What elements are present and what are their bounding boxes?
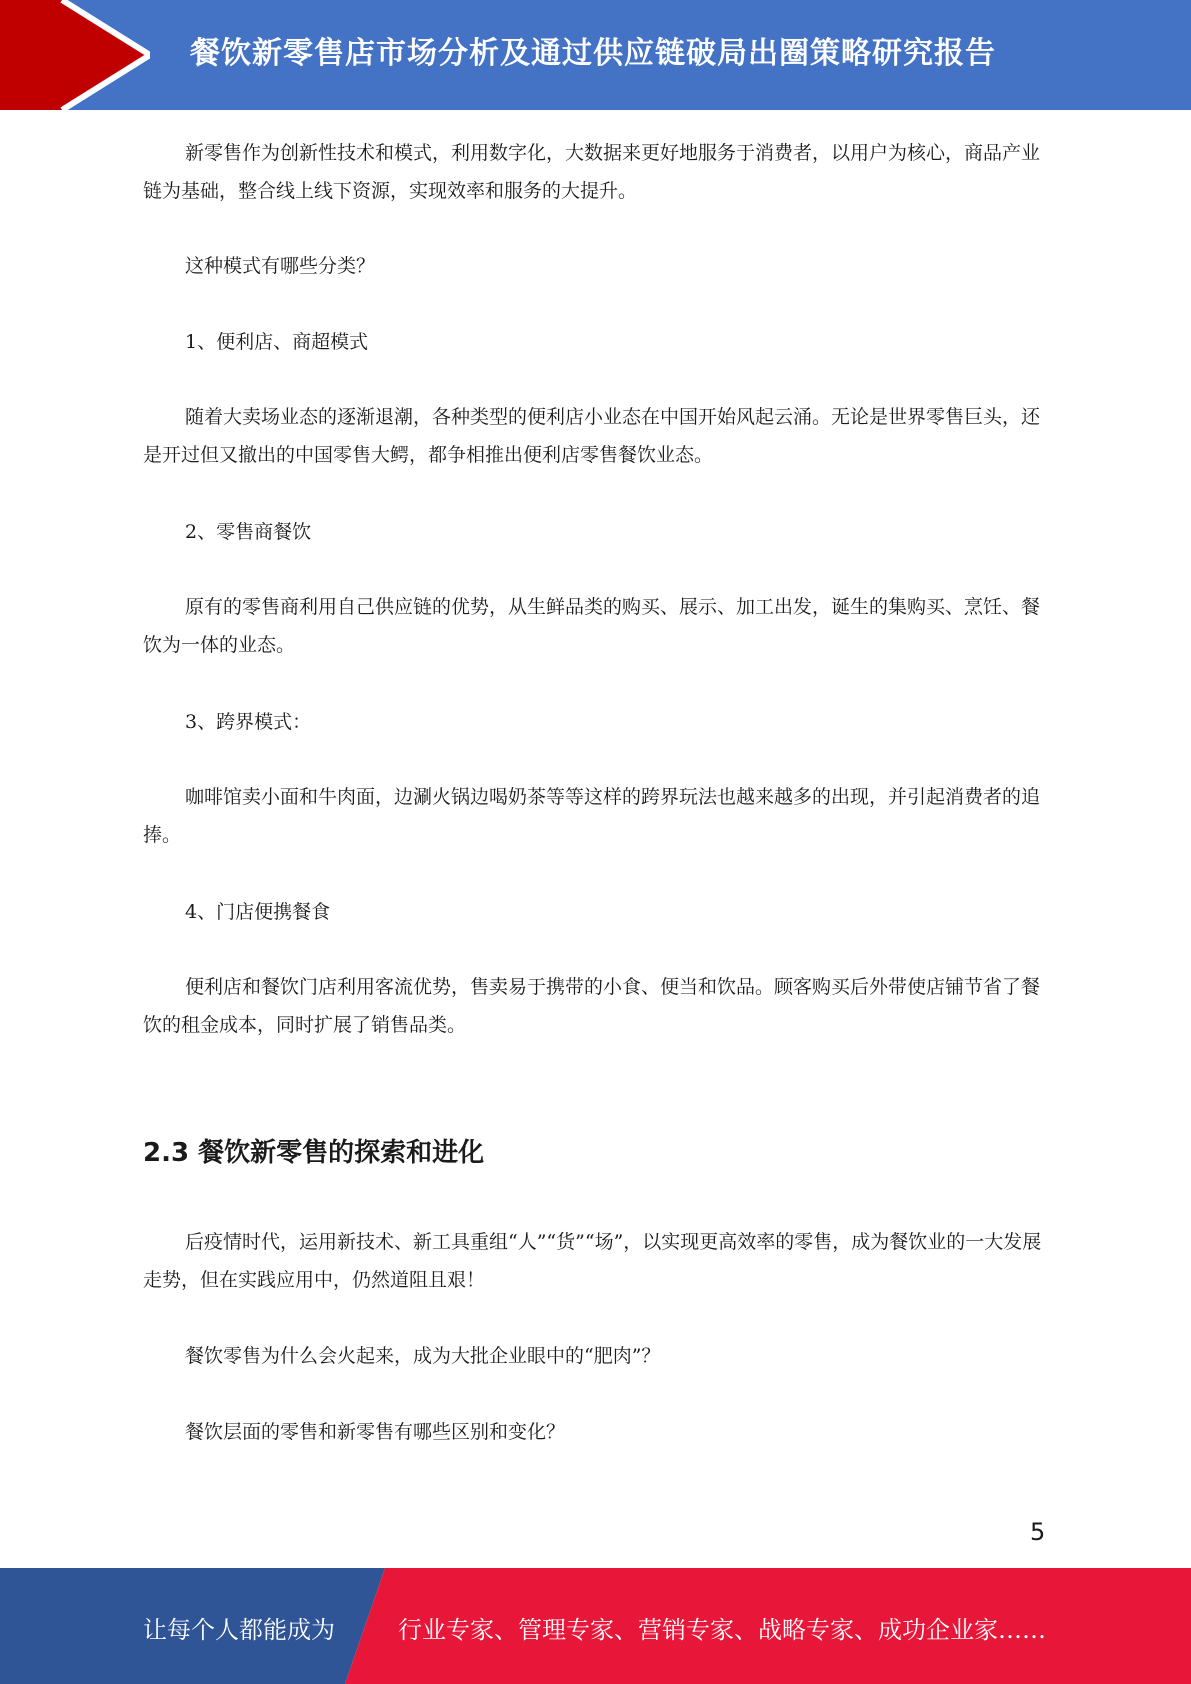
footer-slogan-left: 让每个人都能成为 <box>143 1616 335 1644</box>
paragraph-convenience: 随着大卖场业态的逐渐退潮，各种类型的便利店小业态在中国开始风起云涌。无论是世界零售巨头，还是开过但又撤出的中国零售大鳄，都争相推出便利店零售餐饮业态。 <box>143 406 1041 466</box>
paragraph-retailer: 原有的零售商利用自己供应链的优势，从生鲜品类的购买、展示、加工出发，诞生的集购买、烹饪、餐饮为一体的业态。 <box>143 596 1041 656</box>
page-number: 5 <box>1030 1518 1046 1546</box>
paragraph-portable: 便利店和餐饮门店利用客流优势，售卖易于携带的小食、便当和饮品。顾客购买后外带使店铺节省了餐饮的租金成本，同时扩展了销售品类。 <box>143 976 1041 1036</box>
section-heading: 2.3 餐饮新零售的探索和进化 <box>143 1138 485 1168</box>
report-title: 餐饮新零售店市场分析及通过供应链破局出圈策略研究报告 <box>190 36 996 71</box>
header-chevron-decoration <box>0 0 150 110</box>
paragraph-question-why: 餐饮零售为什么会火起来，成为大批企业眼中的“肥肉”？ <box>185 1345 661 1367</box>
list-heading-crossover: 3、跨界模式： <box>185 711 312 733</box>
paragraph-question: 这种模式有哪些分类？ <box>185 255 376 277</box>
list-heading-convenience: 1、便利店、商超模式 <box>185 331 369 353</box>
paragraph-question-difference: 餐饮层面的零售和新零售有哪些区别和变化？ <box>185 1421 566 1443</box>
footer-banner <box>0 1568 1191 1684</box>
list-heading-retailer: 2、零售商餐饮 <box>185 521 312 543</box>
paragraph-intro: 新零售作为创新性技术和模式，利用数字化，大数据来更好地服务于消费者，以用户为核心，商品产业链为基础，整合线上线下资源，实现效率和服务的大提升。 <box>143 142 1041 202</box>
footer-slogan-right: 行业专家、管理专家、营销专家、战略专家、成功企业家…… <box>398 1616 1046 1644</box>
paragraph-post-pandemic: 后疫情时代，运用新技术、新工具重组“人”“货”“场”，以实现更高效率的零售，成为餐饮业的一大发展走势，但在实践应用中，仍然道阻且艰！ <box>143 1231 1042 1291</box>
paragraph-crossover: 咖啡馆卖小面和牛肉面，边涮火锅边喝奶茶等等这样的跨界玩法也越来越多的出现，并引起消费者的追捧。 <box>143 786 1041 846</box>
list-heading-portable: 4、门店便携餐食 <box>185 901 331 923</box>
header-banner <box>0 0 1191 110</box>
